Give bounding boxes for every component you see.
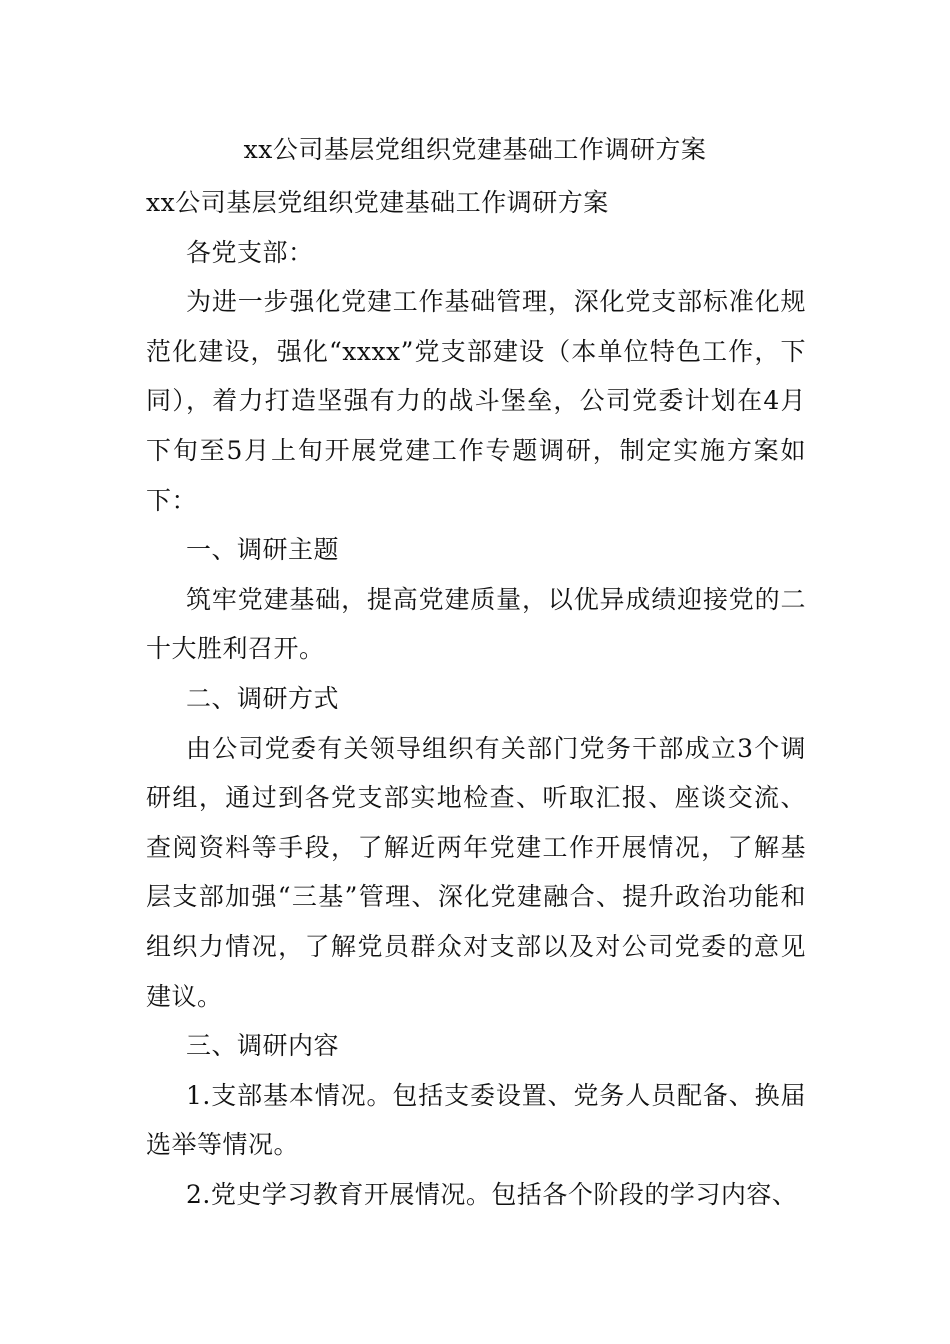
document-body <box>146 178 806 1219</box>
intro-paragraph: 为进一步强化党建工作基础管理，深化党支部标准化规范化建设，强化“xxxx”党支部建设（本单位特色工作，下同），着力打造坚强有力的战斗堡垒，公司党委计划在4月下旬至5月上旬开展党建工作专题调研，制定实施方案如下： <box>146 287 806 515</box>
document-subtitle: xx公司基层党组织党建基础工作调研方案 <box>146 188 609 217</box>
section-heading-method: 二、调研方式 <box>186 683 340 713</box>
content-item-1: 1.支部基本情况。包括支委设置、党务人员配备、换届选举等情况。 <box>146 1080 806 1160</box>
content-item-2: 2.党史学习教育开展情况。包括各个阶段的学习内容、 <box>186 1179 798 1209</box>
section-body-method: 由公司党委有关领导组织有关部门党务干部成立3个调研组，通过到各党支部实地检查、听取汇报、座谈交流、查阅资料等手段，了解近两年党建工作开展情况，了解基层支部加强“三基”管理、深化党建融合、提升政治功能和组织力情况，了解党员群众对支部以及对公司党委的意见建议。 <box>146 733 806 1011</box>
section-heading-theme: 一、调研主题 <box>186 535 340 565</box>
document-title: xx公司基层党组织党建基础工作调研方案 <box>243 135 707 164</box>
salutation: 各党支部： <box>186 237 314 267</box>
section-body-theme: 筑牢党建基础，提高党建质量，以优异成绩迎接党的二十大胜利召开。 <box>146 584 806 664</box>
section-heading-content: 三、调研内容 <box>186 1031 340 1061</box>
